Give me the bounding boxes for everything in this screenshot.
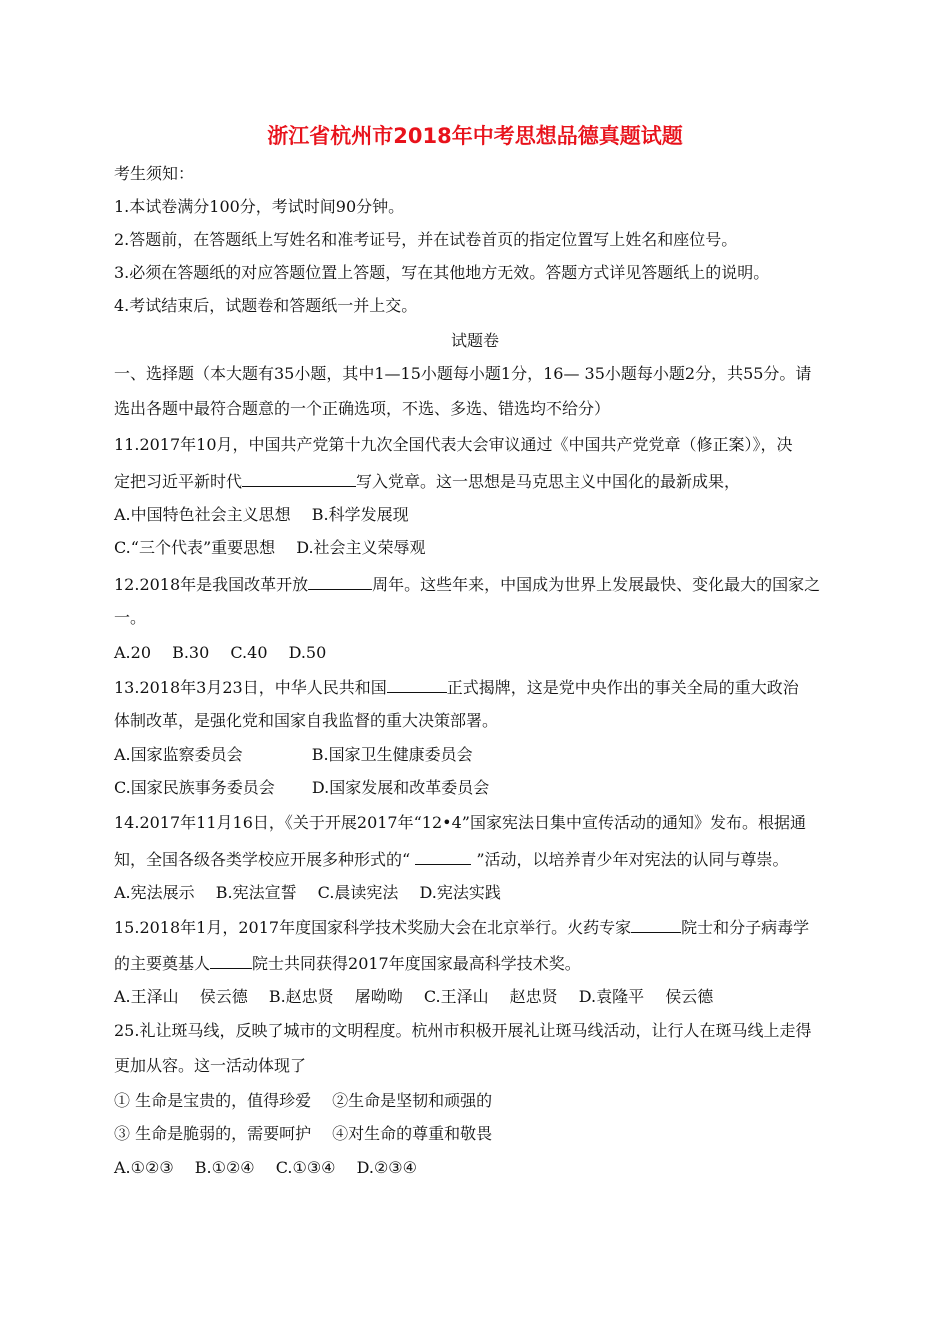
q14-line1: 14.2017年11月16日，《关于开展2017年“12•4”国家宪法日集中宣传活动的通知》发布。根据通 (114, 813, 806, 832)
q11-line2: 定把习近平新时代 写入党章。这一思想是马克思主义中国化的最新成果， (114, 472, 741, 491)
q13-options-2: C.国家民族事务委员会 D.国家发展和改革委员会 (114, 778, 490, 797)
answer-blank (387, 676, 447, 693)
q12-line1: 12.2018年是我国改革开放 周年。这些年来，中国成为世界上发展最快、变化最大的国家之 (114, 575, 821, 594)
answer-blank (308, 573, 372, 590)
q11-options-1: A.中国特色社会主义思想 B.科学发展现 (114, 505, 409, 524)
q25-options: A.①②③ B.①②④ C.①③④ D.②③④ (114, 1158, 417, 1177)
q15-options: A.王泽山 侯云德 B.赵忠贤 屠呦呦 C.王泽山 赵忠贤 D.袁隆平 侯云德 (114, 987, 714, 1006)
q25-statements-2: ③ 生命是脆弱的，需要呵护 ④对生命的尊重和敬畏 (114, 1124, 493, 1143)
q12-options: A.20 B.30 C.40 D.50 (114, 643, 327, 662)
answer-blank (631, 916, 681, 933)
section-title: 试题卷 (450, 331, 499, 350)
q13-line1: 13.2018年3月23日，中华人民共和国 正式揭牌，这是党中央作出的事关全局的重大政治 (114, 678, 799, 697)
q14-options: A.宪法展示 B.宪法宣誓 C.晨读宪法 D.宪法实践 (114, 883, 501, 902)
page-title: 浙江省杭州市2018年中考思想品德真题试题 (267, 124, 683, 148)
notice-item-2: 2.答题前，在答题纸上写姓名和准考证号，并在试卷首页的指定位置写上姓名和座位号。 (114, 230, 738, 249)
notice-heading: 考生须知： (114, 164, 195, 183)
notice-item-3: 3.必须在答题纸的对应答题位置上答题，写在其他地方无效。答题方式详见答题纸上的说明。 (114, 263, 770, 282)
notice-item-4: 4.考试结束后，试题卷和答题纸一并上交。 (114, 296, 418, 315)
q13-line2: 体制改革，是强化党和国家自我监督的重大决策部署。 (114, 711, 499, 730)
q11-options-2: C.“三个代表”重要思想 D.社会主义荣辱观 (114, 538, 426, 557)
notice-item-1: 1.本试卷满分100分，考试时间90分钟。 (114, 197, 405, 216)
q15-line2: 的主要奠基人 院士共同获得2017年度国家最高科学技术奖。 (114, 954, 581, 973)
answer-blank (415, 848, 471, 865)
q25-statements-1: ① 生命是宝贵的，值得珍爱 ②生命是坚韧和顽强的 (114, 1091, 493, 1110)
q13-options-1: A.国家监察委员会 B.国家卫生健康委员会 (114, 745, 473, 764)
q15-line1: 15.2018年1月，2017年度国家科学技术奖励大会在北京举行。火药专家 院士和分子病毒学 (114, 918, 810, 937)
answer-blank (210, 952, 252, 969)
q14-line2: 知，全国各级各类学校应开展多种形式的“ ”活动，以培养青少年对宪法的认同与尊崇。 (114, 850, 789, 869)
q11-line1: 11.2017年10月，中国共产党第十九次全国代表大会审议通过《中国共产党党章（修正案）》，决 (114, 435, 793, 454)
q25-line2: 更加从容。这一活动体现了 (114, 1056, 307, 1075)
q25-line1: 25.礼让斑马线，反映了城市的文明程度。杭州市积极开展礼让斑马线活动，让行人在斑马线上走得 (114, 1021, 812, 1040)
q12-line2: 一。 (114, 608, 147, 627)
section1-instructions-line2: 选出各题中最符合题意的一个正确选项，不选、多选、错选均不给分） (114, 399, 611, 418)
section1-instructions-line1: 一、选择题（本大题有35小题，其中1—15小题每小题1分，16— 35小题每小题2分，共55分。请 (114, 364, 812, 383)
answer-blank (242, 470, 356, 487)
